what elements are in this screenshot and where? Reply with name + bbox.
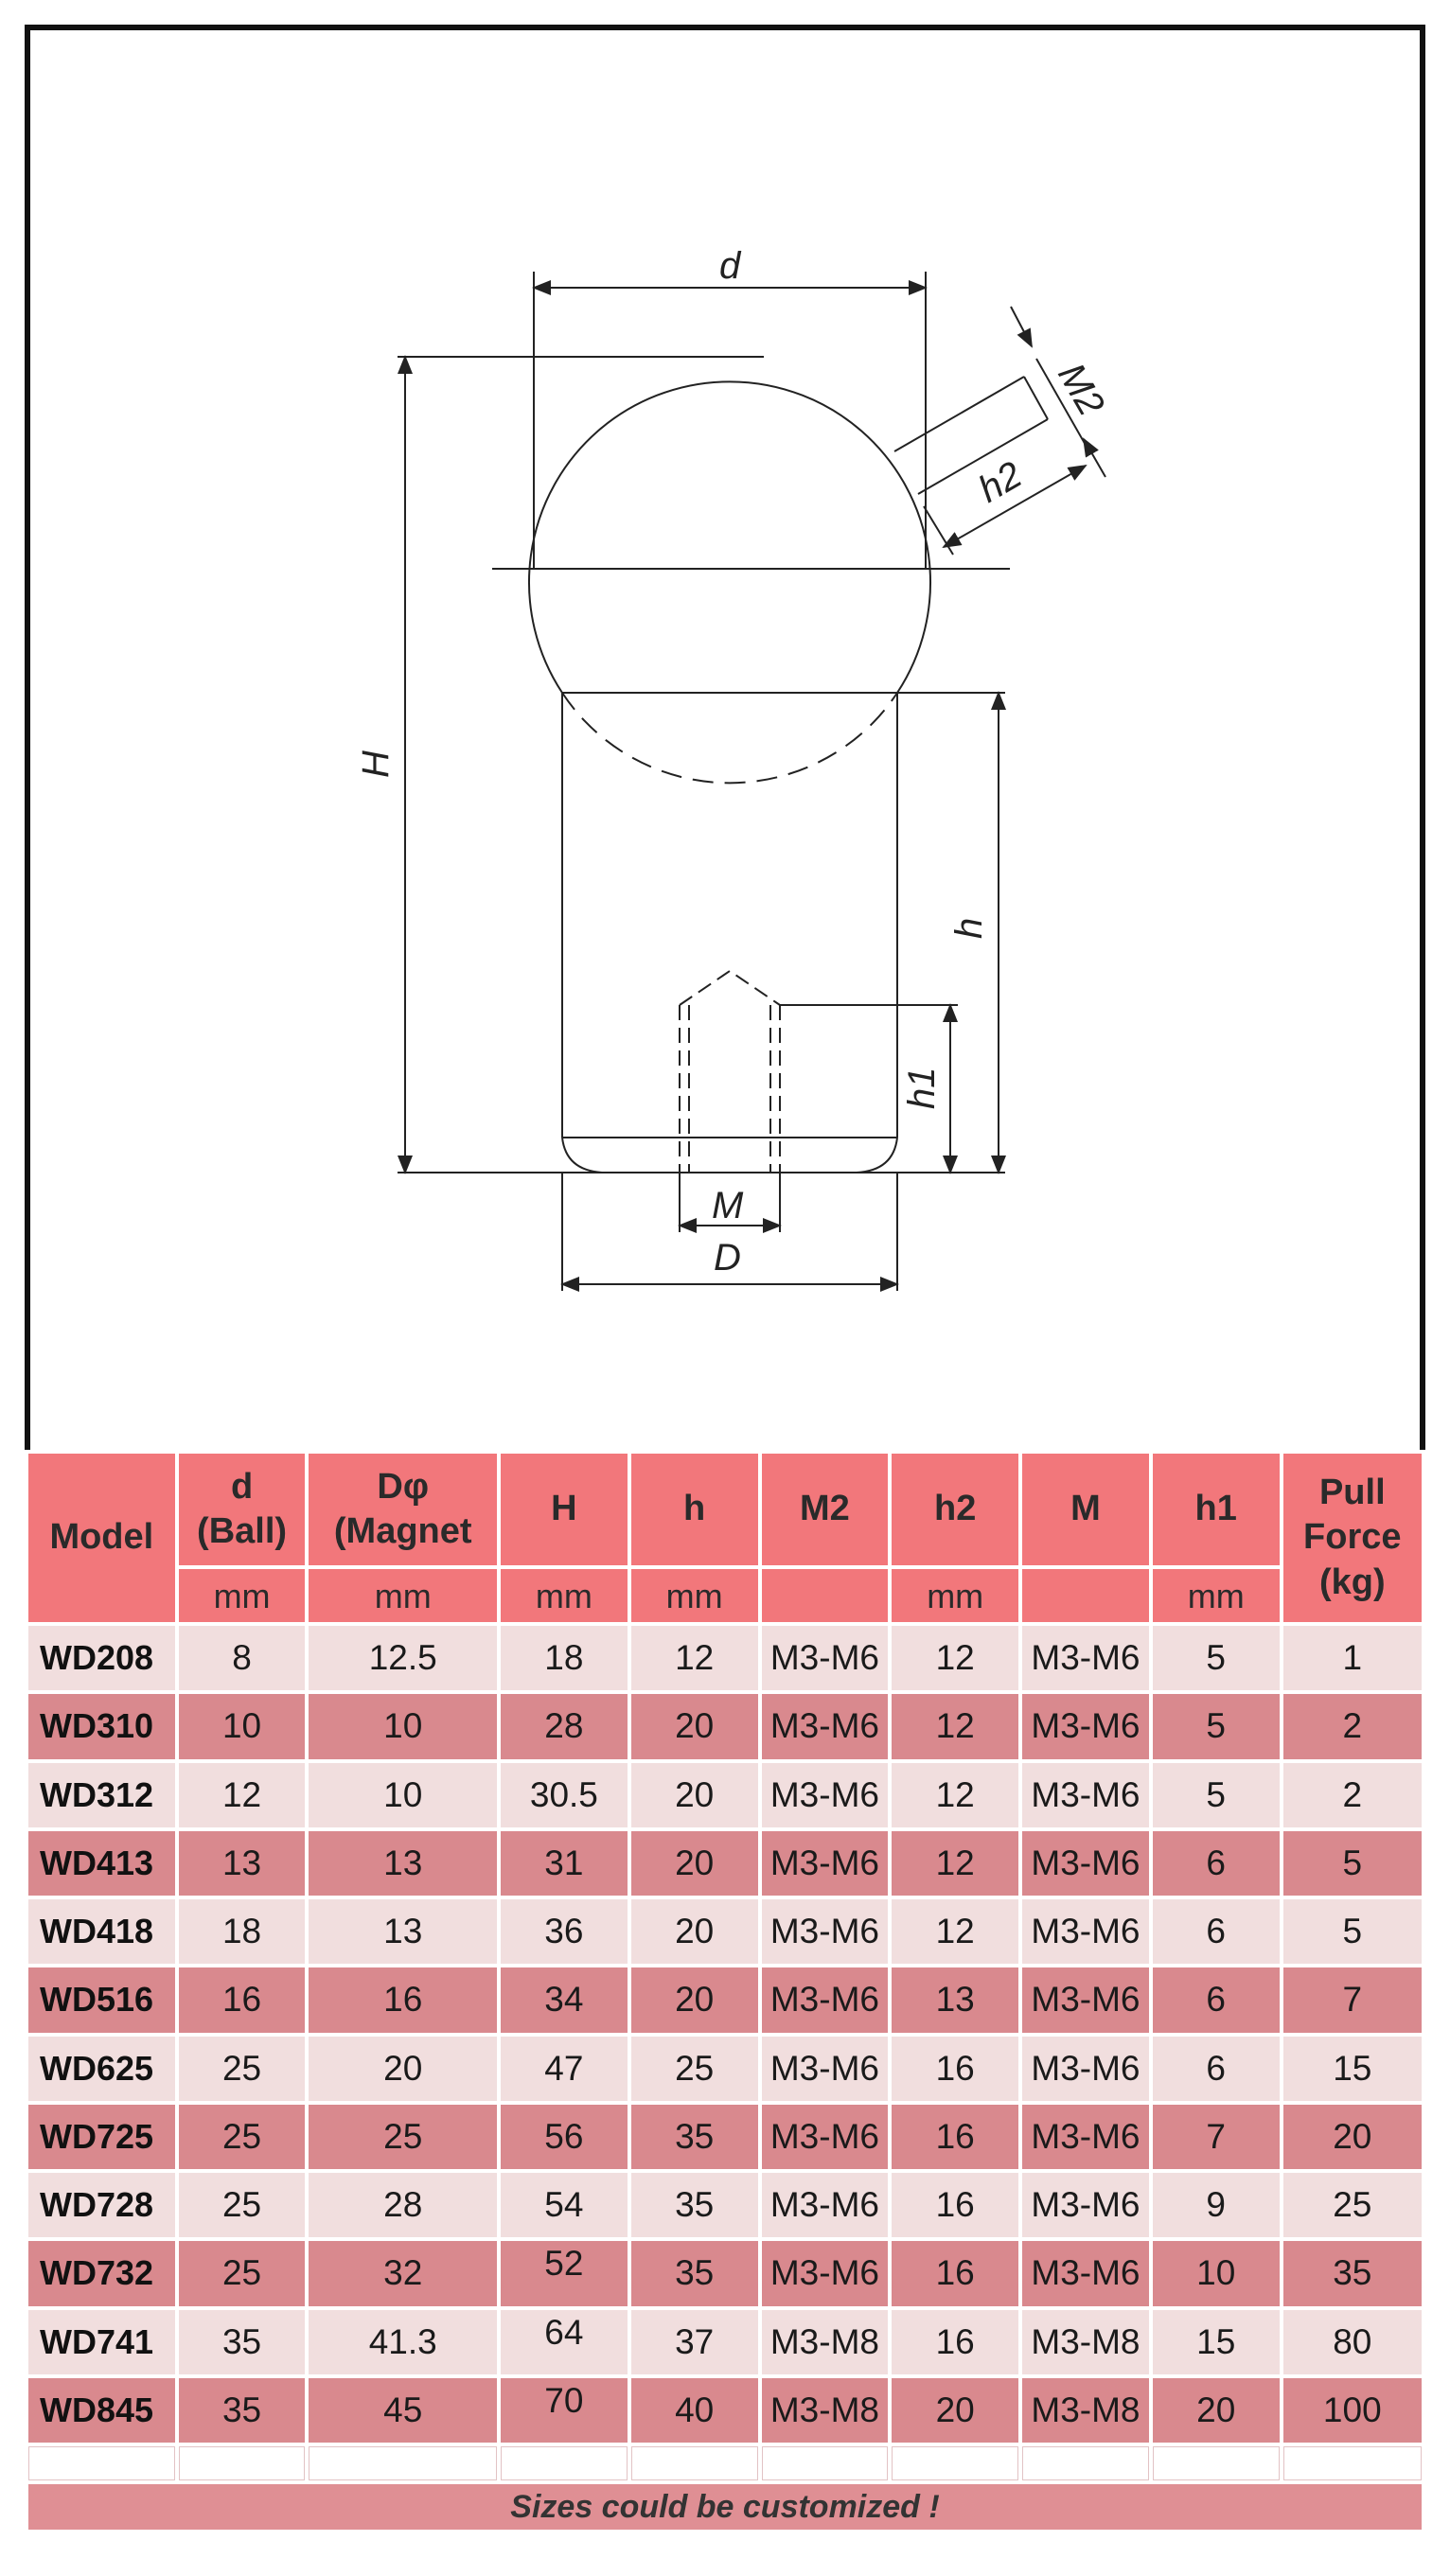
cell-model: WD312 — [28, 1763, 175, 1827]
label-h: h — [948, 917, 990, 939]
cell-m: M3-M6 — [1022, 1626, 1149, 1690]
header-D: Dφ (Magnet — [309, 1454, 497, 1565]
cell-m2: M3-M6 — [762, 2037, 889, 2101]
cell-pull: 7 — [1283, 1967, 1422, 2032]
unit-D: mm — [309, 1569, 497, 1622]
cell-h1: 15 — [1153, 2310, 1280, 2374]
cell-d: 12.5 — [309, 1626, 497, 1690]
cell-pull: 2 — [1283, 1694, 1422, 1758]
cell-d: 25 — [309, 2105, 497, 2169]
threaded-hole-hidden — [680, 971, 780, 1173]
cell-h: 20 — [631, 1763, 758, 1827]
cell-model: WD413 — [28, 1831, 175, 1896]
cell-h2: 16 — [892, 2310, 1018, 2374]
cell-h: 35 — [631, 2105, 758, 2169]
cell-m2: M3-M6 — [762, 2105, 889, 2169]
cell-pull: 100 — [1283, 2378, 1422, 2443]
cell-h: 35 — [631, 2173, 758, 2237]
cell-h1: 5 — [1153, 1763, 1280, 1827]
cell-d: 28 — [309, 2173, 497, 2237]
cell-h1: 6 — [1153, 1831, 1280, 1896]
cell-pull: 5 — [1283, 1831, 1422, 1896]
cell-pull: 35 — [1283, 2241, 1422, 2305]
cell-h2: 12 — [892, 1899, 1018, 1964]
label-h2: h2 — [971, 453, 1030, 511]
spec-table-container — [25, 1450, 1425, 2533]
cell-h1: 20 — [1153, 2378, 1280, 2443]
cell-h2: 16 — [892, 2173, 1018, 2237]
cell-h: 54 — [501, 2173, 628, 2237]
cell-model: WD741 — [28, 2310, 175, 2374]
label-d: d — [719, 245, 741, 287]
header-d: d (Ball) — [179, 1454, 306, 1565]
cell-d: 13 — [309, 1831, 497, 1896]
cell-h: 20 — [631, 1899, 758, 1964]
cell-h2: 20 — [892, 2378, 1018, 2443]
unit-H: mm — [501, 1569, 628, 1622]
header-h1: h1 — [1153, 1454, 1280, 1565]
customization-note: Sizes could be customized ! — [28, 2484, 1422, 2530]
cell-h2: 12 — [892, 1831, 1018, 1896]
table-row — [28, 1694, 1422, 1758]
cell-pull: 20 — [1283, 2105, 1422, 2169]
cell-m: M3-M6 — [1022, 1899, 1149, 1964]
cell-model: WD516 — [28, 1967, 175, 2032]
cell-m2: M3-M6 — [762, 1899, 889, 1964]
cell-d: 35 — [179, 2378, 306, 2443]
dim-M2-b — [1084, 439, 1105, 477]
cell-h: 47 — [501, 2037, 628, 2101]
cell-h: 40 — [631, 2378, 758, 2443]
cell-d: 32 — [309, 2241, 497, 2305]
table-row — [28, 2105, 1422, 2169]
cell-pull: 1 — [1283, 1626, 1422, 1690]
cell-d: 16 — [179, 1967, 306, 2032]
cell-h2: 16 — [892, 2037, 1018, 2101]
cell-d: 35 — [179, 2310, 306, 2374]
cell-h: 36 — [501, 1899, 628, 1964]
header-h: h — [631, 1454, 758, 1565]
cell-h: 12 — [631, 1626, 758, 1690]
table-row — [28, 2378, 1422, 2443]
cell-model: WD728 — [28, 2173, 175, 2237]
cell-m: M3-M6 — [1022, 1967, 1149, 2032]
cell-m: M3-M6 — [1022, 2241, 1149, 2305]
cell-h: 18 — [501, 1626, 628, 1690]
empty-row — [28, 2446, 1422, 2480]
header-h2: h2 — [892, 1454, 1018, 1565]
cell-h1: 7 — [1153, 2105, 1280, 2169]
cell-d: 16 — [309, 1967, 497, 2032]
cell-m: M3-M8 — [1022, 2378, 1149, 2443]
header-M: M — [1022, 1454, 1149, 1565]
label-H: H — [355, 750, 397, 778]
cell-model: WD625 — [28, 2037, 175, 2101]
cell-d: 25 — [179, 2037, 306, 2101]
cell-h: 25 — [631, 2037, 758, 2101]
cell-h1: 10 — [1153, 2241, 1280, 2305]
cylinder-bottom — [562, 1138, 897, 1173]
table-row — [28, 1967, 1422, 2032]
cell-h: 64 — [501, 2310, 628, 2374]
cell-h: 30.5 — [501, 1763, 628, 1827]
cell-m2: M3-M6 — [762, 1831, 889, 1896]
unit-M2 — [762, 1569, 889, 1622]
cell-d: 13 — [309, 1899, 497, 1964]
cell-model: WD310 — [28, 1694, 175, 1758]
cell-m: M3-M6 — [1022, 1831, 1149, 1896]
cell-m2: M3-M6 — [762, 2241, 889, 2305]
cell-model: WD732 — [28, 2241, 175, 2305]
cell-d: 8 — [179, 1626, 306, 1690]
cell-d: 18 — [179, 1899, 306, 1964]
cell-d: 10 — [309, 1763, 497, 1827]
cell-h: 52 — [501, 2241, 628, 2305]
label-M2: M2 — [1050, 356, 1113, 423]
cell-h2: 16 — [892, 2241, 1018, 2305]
cell-model: WD418 — [28, 1899, 175, 1964]
technical-drawing-frame — [25, 25, 1425, 1450]
cell-d: 20 — [309, 2037, 497, 2101]
cell-h2: 12 — [892, 1626, 1018, 1690]
header-pull-force: Pull Force (kg) — [1283, 1454, 1422, 1622]
unit-h2: mm — [892, 1569, 1018, 1622]
label-D: D — [714, 1237, 741, 1279]
header-model: Model — [28, 1454, 175, 1622]
cell-h: 31 — [501, 1831, 628, 1896]
unit-h: mm — [631, 1569, 758, 1622]
header-M2: M2 — [762, 1454, 889, 1565]
table-row — [28, 2241, 1422, 2305]
label-M: M — [712, 1185, 744, 1226]
cell-m2: M3-M6 — [762, 1626, 889, 1690]
cell-h1: 5 — [1153, 1694, 1280, 1758]
unit-h1: mm — [1153, 1569, 1280, 1622]
cell-h: 37 — [631, 2310, 758, 2374]
cell-m2: M3-M6 — [762, 1967, 889, 2032]
cell-d: 25 — [179, 2105, 306, 2169]
cell-m: M3-M6 — [1022, 1763, 1149, 1827]
cell-h1: 5 — [1153, 1626, 1280, 1690]
cell-pull: 80 — [1283, 2310, 1422, 2374]
cell-pull: 2 — [1283, 1763, 1422, 1827]
cell-d: 13 — [179, 1831, 306, 1896]
cell-d: 12 — [179, 1763, 306, 1827]
ball-outline — [529, 381, 930, 693]
table-row — [28, 2173, 1422, 2237]
cell-h: 20 — [631, 1831, 758, 1896]
cell-m2: M3-M6 — [762, 2173, 889, 2237]
ball-hidden-arc — [562, 693, 897, 783]
ball-magnet-drawing — [30, 30, 1431, 1456]
cell-h1: 9 — [1153, 2173, 1280, 2237]
unit-M — [1022, 1569, 1149, 1622]
cell-d: 25 — [179, 2173, 306, 2237]
cell-h2: 13 — [892, 1967, 1018, 2032]
cell-m: M3-M6 — [1022, 2173, 1149, 2237]
cell-pull: 15 — [1283, 2037, 1422, 2101]
cell-m: M3-M6 — [1022, 2105, 1149, 2169]
dim-M2-a — [1011, 307, 1032, 346]
cell-model: WD845 — [28, 2378, 175, 2443]
table-row — [28, 2037, 1422, 2101]
unit-d: mm — [179, 1569, 306, 1622]
cell-m: M3-M6 — [1022, 2037, 1149, 2101]
cell-d: 25 — [179, 2241, 306, 2305]
cell-h2: 16 — [892, 2105, 1018, 2169]
cell-h1: 6 — [1153, 1899, 1280, 1964]
cell-d: 41.3 — [309, 2310, 497, 2374]
cell-h: 35 — [631, 2241, 758, 2305]
spec-table — [25, 1450, 1425, 2533]
cell-d: 10 — [309, 1694, 497, 1758]
cell-m2: M3-M8 — [762, 2378, 889, 2443]
cell-h: 20 — [631, 1694, 758, 1758]
cell-pull: 25 — [1283, 2173, 1422, 2237]
cell-m2: M3-M8 — [762, 2310, 889, 2374]
cell-m: M3-M8 — [1022, 2310, 1149, 2374]
label-h1: h1 — [901, 1067, 943, 1109]
cell-h: 20 — [631, 1967, 758, 2032]
table-row — [28, 1763, 1422, 1827]
cell-h1: 6 — [1153, 2037, 1280, 2101]
table-row — [28, 1899, 1422, 1964]
table-row — [28, 1626, 1422, 1690]
cell-model: WD208 — [28, 1626, 175, 1690]
cell-d: 10 — [179, 1694, 306, 1758]
cell-m2: M3-M6 — [762, 1763, 889, 1827]
cell-h: 70 — [501, 2378, 628, 2443]
cell-h: 56 — [501, 2105, 628, 2169]
cell-h: 28 — [501, 1694, 628, 1758]
cell-model: WD725 — [28, 2105, 175, 2169]
cell-h1: 6 — [1153, 1967, 1280, 2032]
cell-pull: 5 — [1283, 1899, 1422, 1964]
table-row — [28, 1831, 1422, 1896]
header-H: H — [501, 1454, 628, 1565]
cell-m: M3-M6 — [1022, 1694, 1149, 1758]
cell-h: 34 — [501, 1967, 628, 2032]
cell-h2: 12 — [892, 1763, 1018, 1827]
cell-m2: M3-M6 — [762, 1694, 889, 1758]
table-row — [28, 2310, 1422, 2374]
cell-h2: 12 — [892, 1694, 1018, 1758]
cell-d: 45 — [309, 2378, 497, 2443]
